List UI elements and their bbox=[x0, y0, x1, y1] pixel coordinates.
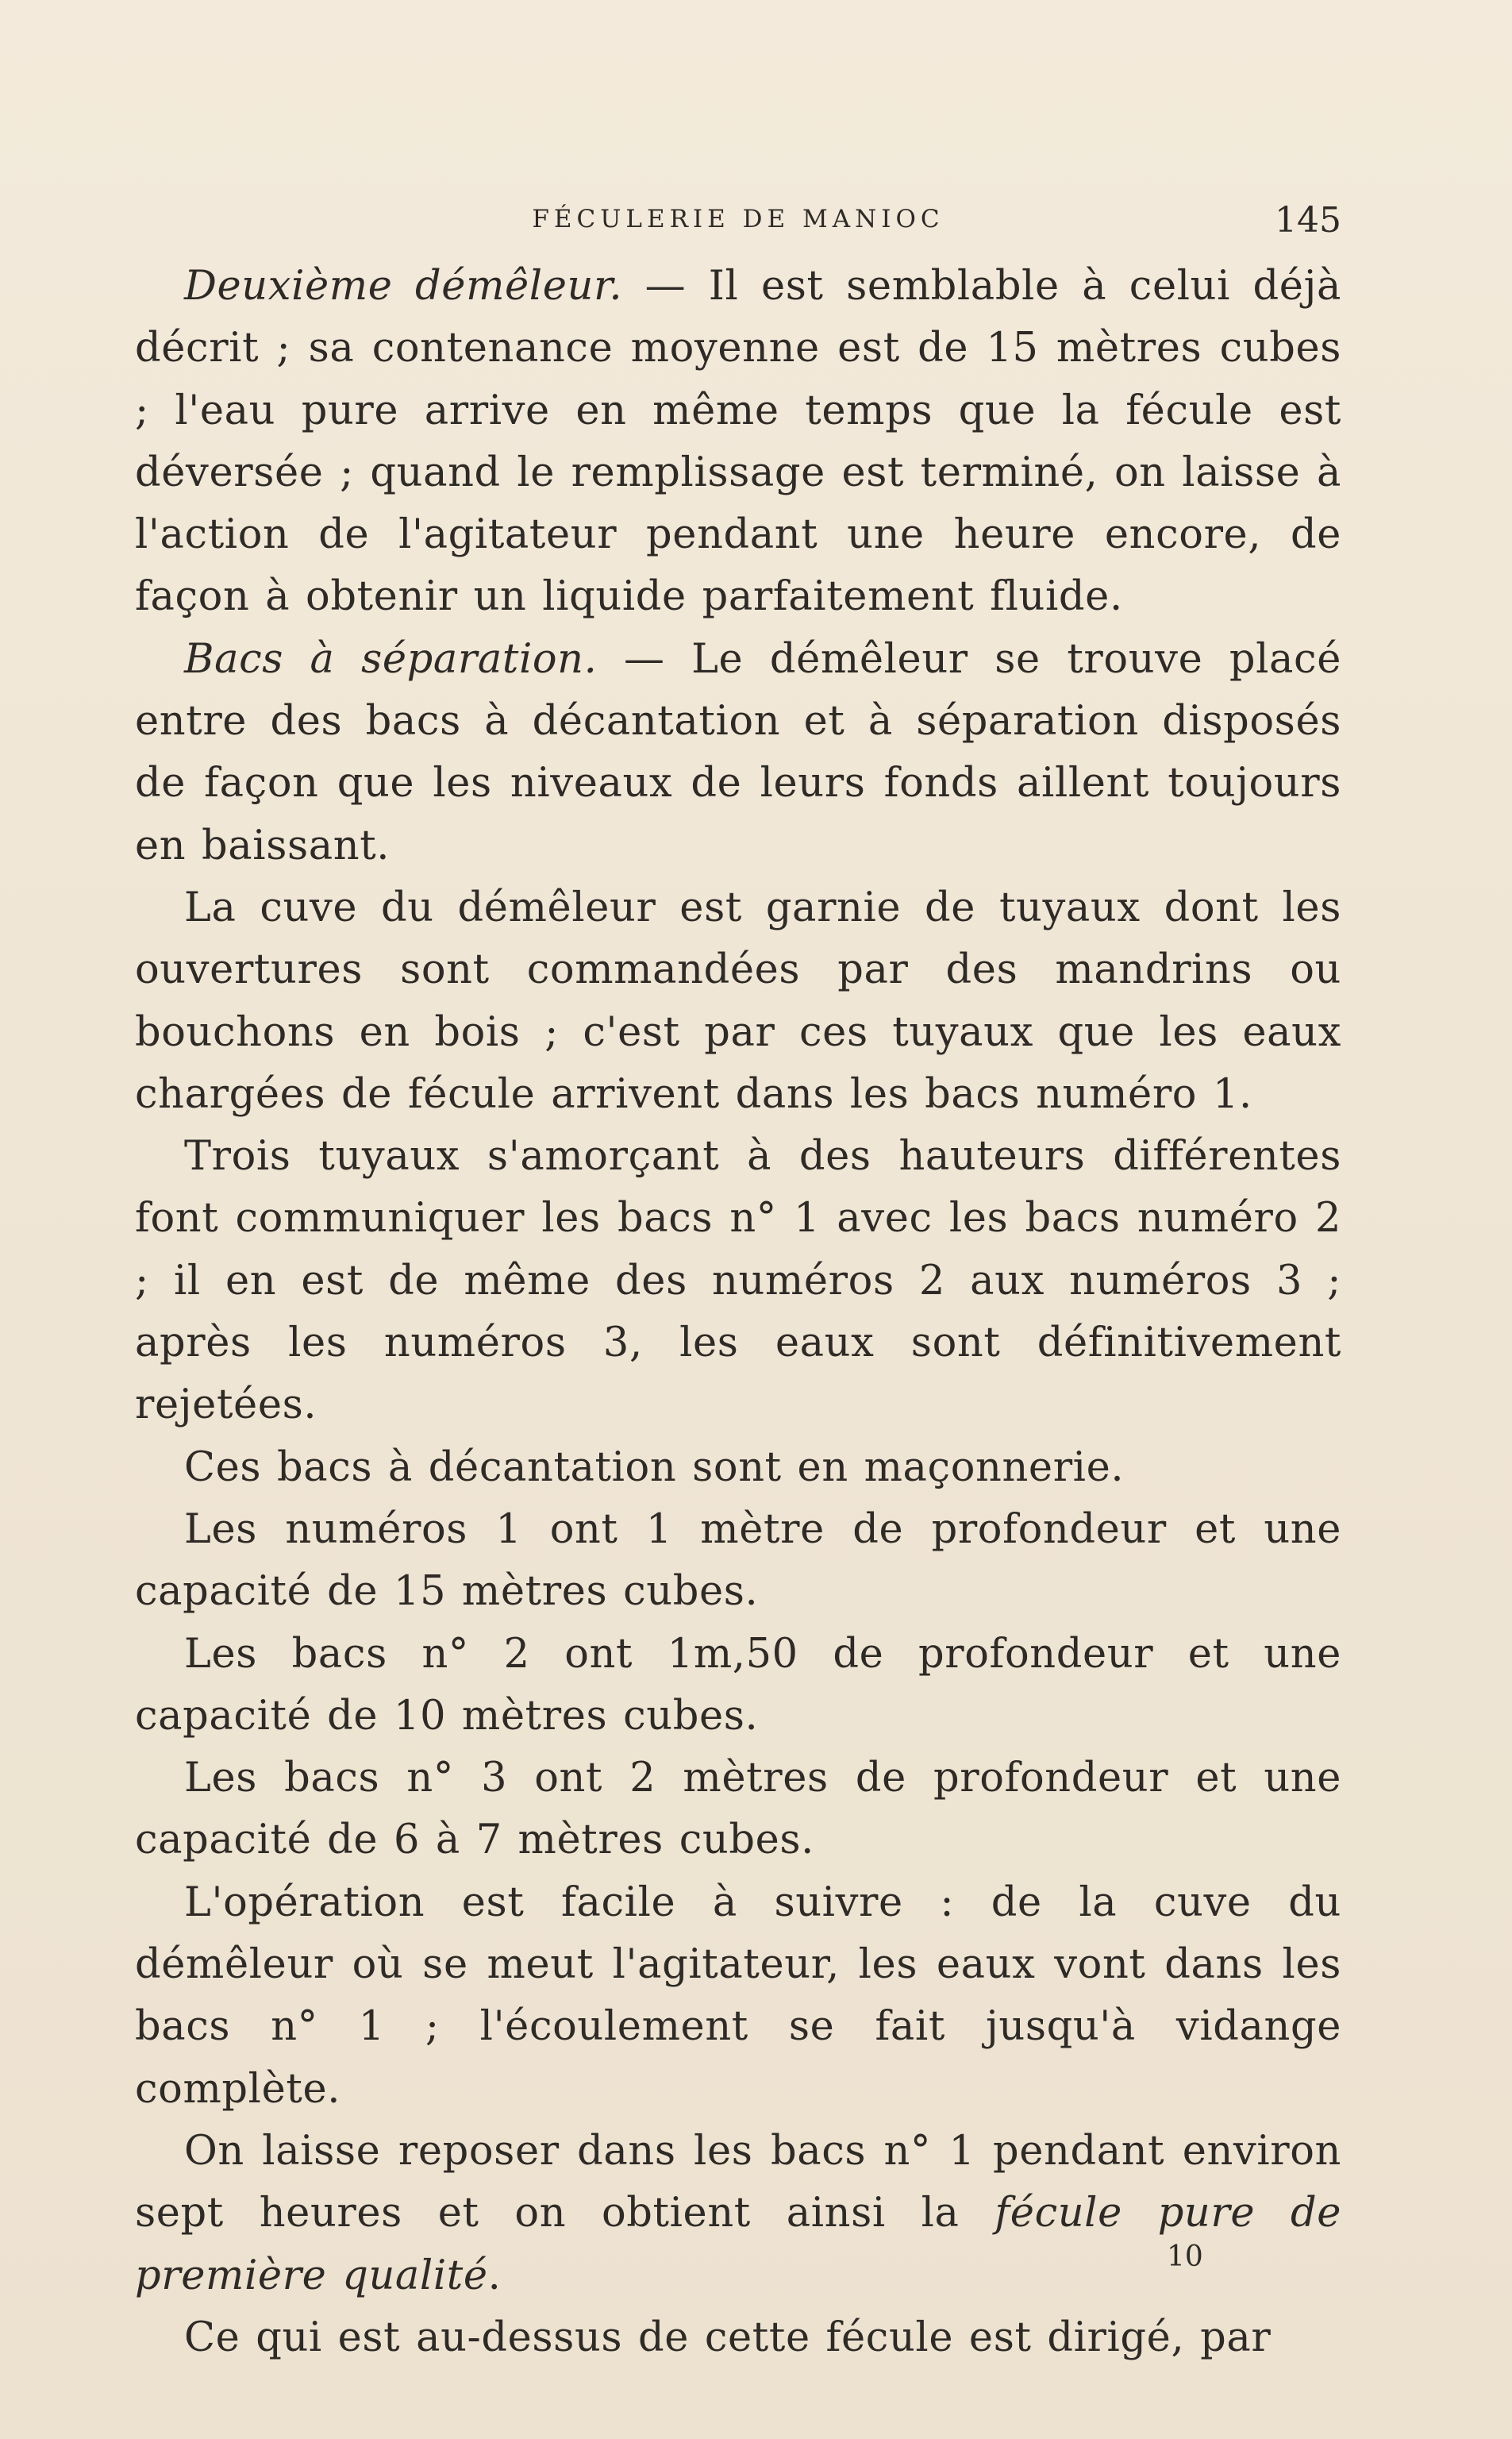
paragraph-text: — Il est semblable à celui déjà décrit ; sa contenance moyenne est de 15 mètres cubes ; l'eau pure arrive en même temps que la fécule est déversée ; quand le remplissage est terminé, on laisse à l'action de l'agitateur pendant une heure encore, de façon à obtenir un liquide parfaitement fluide. bbox=[135, 263, 1341, 621]
paragraph-text: Ce qui est au-dessus de cette fécule est dirigé, par bbox=[184, 2314, 1272, 2361]
paragraph-lead: Deuxième démêleur. bbox=[184, 263, 623, 310]
paragraph-text: On laisse reposer dans les bacs n° 1 pendant environ sept heures et on obtient ainsi la bbox=[135, 2127, 1341, 2237]
running-head: FÉCULERIE DE MANIOC bbox=[532, 205, 945, 233]
paragraph-text: Ces bacs à décantation sont en maçonnerie. bbox=[184, 1443, 1125, 1491]
paragraph bbox=[135, 1624, 1341, 1748]
paragraph-text: Les bacs n° 2 ont 1m,50 de profondeur et une capacité de 10 mètres cubes. bbox=[135, 1630, 1341, 1740]
paragraph bbox=[135, 1747, 1341, 1872]
paragraph bbox=[135, 1126, 1341, 1436]
paragraph-tail: . bbox=[487, 2252, 502, 2299]
paragraph-text: Trois tuyaux s'amorçant à des hauteurs différentes font communiquer les bacs n° 1 avec les bacs numéro 2 ; il en est de même des numéros 2 aux numéros 3 ; après les numéros 3, les eaux sont définitivement rejetées. bbox=[135, 1133, 1341, 1429]
paragraph-text: Les numéros 1 ont 1 mètre de profondeur et une capacité de 15 mètres cubes. bbox=[135, 1505, 1341, 1616]
paragraph bbox=[135, 1872, 1341, 2121]
signature-mark: 10 bbox=[1167, 2241, 1203, 2273]
paragraph-text: — Le démêleur se trouve placé entre des bacs à décantation et à séparation disposés de façon que les niveaux de leurs fonds aillent toujours en baissant. bbox=[135, 635, 1341, 869]
page-number: 145 bbox=[1275, 200, 1341, 241]
paragraph bbox=[135, 629, 1341, 877]
paragraph-lead: Bacs à séparation. bbox=[184, 635, 598, 683]
page-header bbox=[135, 200, 1341, 240]
paragraph bbox=[135, 256, 1341, 629]
paragraph-text: La cuve du démêleur est garnie de tuyaux dont les ouvertures sont commandées par des mandrins ou bouchons en bois ; c'est par ces tuyaux que les eaux chargées de fécule arrivent dans les bacs numéro 1. bbox=[135, 884, 1341, 1118]
body-text bbox=[135, 256, 1341, 2369]
paragraph bbox=[135, 2121, 1341, 2307]
emphasis-text: fécule pure de première qualité bbox=[135, 2190, 1341, 2299]
paragraph bbox=[135, 2307, 1341, 2369]
paragraph-text: L'opération est facile à suivre : de la cuve du démêleur où se meut l'agitateur, les eaux vont dans les bacs n° 1 ; l'écoulement se fait jusqu'à vidange complète. bbox=[135, 1878, 1341, 2113]
paragraph bbox=[135, 1437, 1341, 1499]
paragraph bbox=[135, 1499, 1341, 1624]
paragraph-text: Les bacs n° 3 ont 2 mètres de profondeur et une capacité de 6 à 7 mètres cubes. bbox=[135, 1755, 1341, 1864]
paragraph bbox=[135, 877, 1341, 1126]
